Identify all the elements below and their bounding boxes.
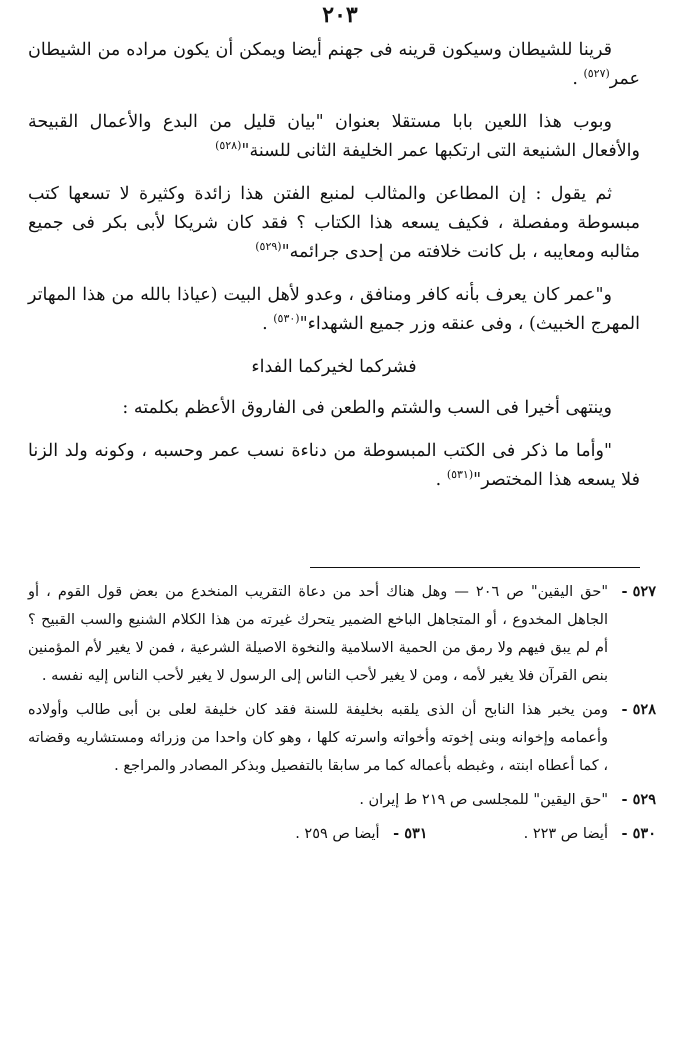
footnote-ref: (٥٢٨) [215, 139, 242, 153]
paragraph-text: وبوب هذا اللعين بابا مستقلا بعنوان "بيان قليل من البدع والأعمال القبيحة والأفعال الشنيعة التى ارتكبها عمر الخليفة الثانى للسنة" [28, 112, 640, 161]
footnote-row [28, 820, 656, 848]
paragraph-end: . [572, 69, 584, 89]
footnote-ref: (٥٢٩) [255, 240, 282, 254]
paragraph [28, 36, 640, 94]
paragraph-text: "وأما ما ذكر فى الكتب المبسوطة من دناءة نسب عمر وحسبه ، وكونه ولد الزنا فلا يسعه هذا المختصر" [28, 441, 640, 490]
paragraph: وينتهى أخيرا فى السب والشتم والطعن فى الفاروق الأعظم بكلمته : [122, 398, 612, 418]
verse-line: فشركما لخيركما الفداء [251, 357, 417, 377]
paragraph [28, 281, 640, 339]
footnote-number: ٥٣١ - [393, 825, 428, 842]
footnote [28, 786, 656, 814]
footnote-number: ٥٢٧ - [621, 583, 656, 600]
footnote-text: أيضا ص ٢٢٣ . [523, 826, 608, 842]
footnote-text: ومن يخبر هذا النابح أن الذى يلقبه بخليفة للسنة فقد كان خليفة لعلى بن أبى طالب وأولاده وأعمامه وإخوانه وبنى إخوته وأخواته واسرته كلها ، وهو كان واحدا من وزرائه ومستشاريه وقضاته ، كما أعطاه ابنته ، وغبطه بأعماله كما مر سابقا بالتفصيل وبذكر المصادر والمراجع . [28, 702, 608, 774]
footnote-number: ٥٢٩ - [621, 791, 656, 808]
paragraph [28, 180, 640, 267]
paragraph-text: ثم يقول : إن المطاعن والمثالب لمنبع الفتن هذا زائدة وكثيرة لا تسعها كتب مبسوطة ومفصلة ، فكيف يسعه هذا الكتاب ؟ فقد كان شريكا لأبى بكر فى جميع مثالبه ومعايبه ، بل كانت خلافته من إحدى جرائمه" [28, 184, 640, 262]
footnote-ref: (٥٣٠) [273, 312, 300, 326]
footnotes [28, 578, 656, 848]
paragraph [28, 437, 640, 495]
paragraph-end: . [262, 314, 274, 334]
paragraph-end: . [435, 470, 447, 490]
footnote [28, 696, 656, 780]
footnote-divider [310, 567, 640, 568]
footnote-ref: (٥٢٧) [583, 67, 610, 81]
footnote-text: "حق اليقين" ص ٢٠٦ — وهل هناك أحد من دعاة التقريب المنخدع من بعض قول القوم ، أو الجاهل المخدوع ، أو المتجاهل الباخع الضمير يتحرك غيرته من هذا الكلام الشنيع والسب القبيح ؟ أم لم يبق فيهم ولا رمق من الحمية الاسلامية والنخوة الاصيلة الشرعية ، فمن لا يغير لأم المؤمنين بنص القرآن فلا يغير لأمه ، ومن لا يغير لأحب الناس إلى الرسول لا يغير لأحب الناس إليه نفسه . [28, 584, 609, 684]
paragraph [28, 108, 640, 166]
footnote [524, 820, 656, 848]
footnote [28, 578, 656, 690]
footnote-text: أيضا ص ٢٥٩ . [295, 826, 380, 842]
paragraph-text: و"عمر كان يعرف بأنه كافر ومنافق ، وعدو لأهل البيت (عياذا بالله من هذا المهاتر المهرج الخبيث) ، وفى عنقه وزر جميع الشهداء" [28, 285, 640, 334]
footnote-number: ٥٣٠ - [621, 825, 656, 842]
footnote-text: "حق اليقين" للمجلسى ص ٢١٩ ط إيران . [359, 792, 608, 808]
paragraph-text: قرينا للشيطان وسيكون قرينه فى جهنم أيضا ويمكن أن يكون مراده من الشيطان عمر [28, 40, 640, 89]
footnote [295, 820, 427, 848]
footnote-ref: (٥٣١) [446, 468, 474, 482]
main-text [28, 36, 640, 495]
footnote-number: ٥٢٨ - [621, 701, 656, 718]
page-number: ٢٠٣ [322, 2, 358, 28]
